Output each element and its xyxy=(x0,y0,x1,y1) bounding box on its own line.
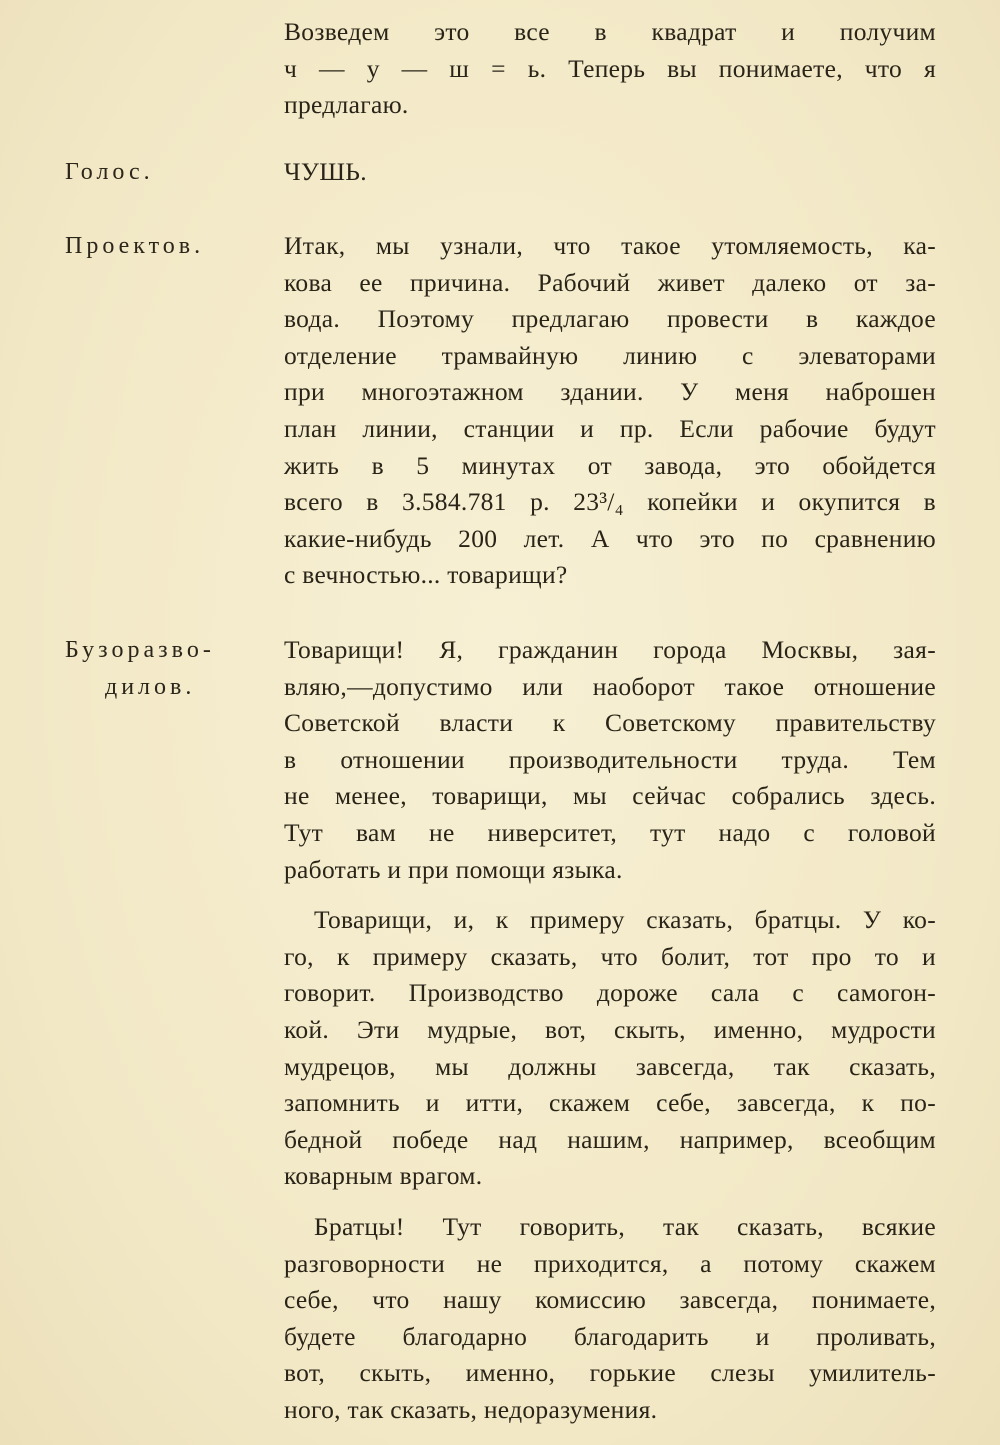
speaker-name-line: Проектов. xyxy=(65,233,205,259)
text-line: вода. Поэтому предлагаю провести в каждое xyxy=(284,304,936,334)
text-line: кова ее причина. Рабочий живет далеко от за- xyxy=(284,267,936,297)
text-line: предлагаю. xyxy=(284,90,409,120)
text-line: говорит. Производство дороже сала с самогон- xyxy=(284,978,936,1008)
text-line: работать и при помощи языка. xyxy=(284,854,623,884)
text-line: ЧУШЬ. xyxy=(284,157,367,186)
speaker-name xyxy=(65,228,265,265)
text-line: мудрецов, мы должны завсегда, так сказать, xyxy=(284,1051,936,1081)
speech-text xyxy=(284,154,936,191)
text-line: Итак, мы узнали, что такое утомляемость, ка- xyxy=(284,231,936,260)
text-line: Возведем это все в квадрат и получим xyxy=(284,17,936,46)
speech-text xyxy=(284,228,936,594)
paragraph xyxy=(284,632,936,888)
speaker-name-line: Бузоразво- xyxy=(65,637,215,663)
text-line: вот, скыть, именно, горькие слезы умилитель- xyxy=(284,1358,936,1388)
text-line: запомнить и итти, скажем себе, завсегда, к по- xyxy=(284,1088,936,1118)
text-line: при многоэтажном здании. У меня наброшен xyxy=(284,377,936,407)
text-line: план линии, станции и пр. Если рабочие будут xyxy=(284,413,936,443)
text-line: коварным врагом. xyxy=(284,1161,483,1191)
text-line: отделение трамвайную линию с элеваторами xyxy=(284,340,936,370)
text-line: с вечностью... товарищи? xyxy=(284,560,568,590)
text-line: разговорности не приходится, а потому скажем xyxy=(284,1248,936,1278)
text-line: бедной победе над нашим, например, всеобщим xyxy=(284,1124,936,1154)
speech-text xyxy=(284,14,936,124)
text-line: себе, что нашу комиссию завсегда, понимаете, xyxy=(284,1285,936,1315)
text-line: ч — у — ш = ь. Теперь вы понимаете, что я xyxy=(284,53,936,83)
speaker-name-line: дилов. xyxy=(105,673,196,700)
text-line: вляю,—допустимо или наоборот такое отношение xyxy=(284,671,936,701)
text-line: Товарищи, и, к примеру сказать, братцы. У ко- xyxy=(314,905,936,935)
speaker-name xyxy=(65,632,265,705)
text-line: Братцы! Тут говорить, так сказать, всякие xyxy=(314,1211,936,1241)
paragraph xyxy=(284,1209,936,1429)
text-line: кой. Эти мудрые, вот, скыть, именно, мудрости xyxy=(284,1014,936,1044)
text-line: будете благодарно благодарить и проливать, xyxy=(284,1321,936,1351)
text-line: какие-нибудь 200 лет. А что это по сравнению xyxy=(284,523,936,553)
text-line: не менее, товарищи, мы сейчас собрались здесь. xyxy=(284,781,936,811)
text-line: Советской власти к Советскому правительству xyxy=(284,708,936,738)
paragraph xyxy=(284,902,936,1195)
speech-text xyxy=(284,632,936,1428)
text-line: Тут вам не ниверситет, тут надо с головой xyxy=(284,817,936,847)
speaker-name-line: Голос. xyxy=(65,159,154,185)
text-line: жить в 5 минутах от завода, это обойдется xyxy=(284,450,936,480)
text-line: в отношении производительности труда. Тем xyxy=(284,744,936,774)
text-line: ного, так сказать, недоразумения. xyxy=(284,1394,658,1424)
text-line: го, к примеру сказать, что болит, тот про то и xyxy=(284,941,936,971)
text-line: Товарищи! Я, гражданин города Москвы, зая- xyxy=(284,635,936,664)
speaker-name xyxy=(65,154,265,191)
text-line: всего в 3.584.781 р. 23³/₄ копейки и окупится в xyxy=(284,487,936,517)
